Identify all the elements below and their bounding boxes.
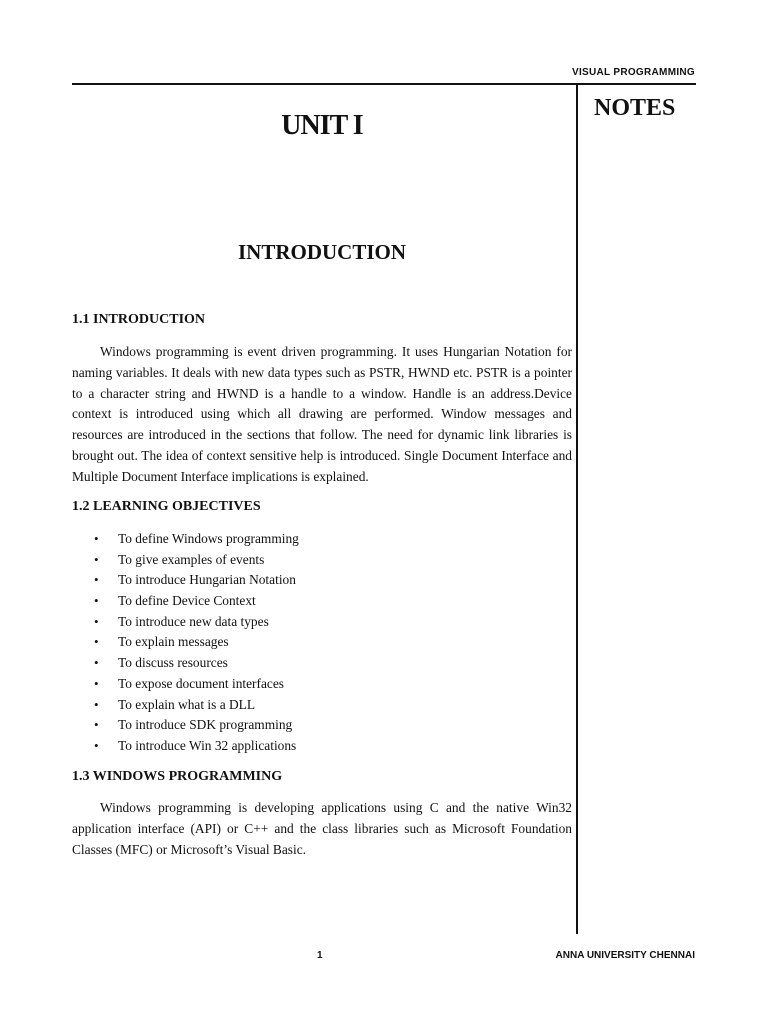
- unit-title: UNIT I: [281, 110, 363, 141]
- bullet-icon: •: [94, 551, 99, 567]
- bullet-icon: •: [94, 696, 99, 712]
- objective-text: To expose document interfaces: [118, 675, 285, 691]
- objective-text: To introduce Hungarian Notation: [118, 572, 296, 588]
- objective-text: To introduce SDK programming: [118, 717, 293, 733]
- objective-text: To introduce new data types: [118, 613, 269, 629]
- section-heading-1-2: 1.2 LEARNING OBJECTIVES: [72, 499, 261, 514]
- objective-text: To discuss resources: [118, 655, 228, 671]
- header-rule: [72, 83, 696, 85]
- objective-item: [72, 591, 299, 612]
- objective-item: [72, 653, 299, 674]
- section-heading-1-1: 1.1 INTRODUCTION: [72, 312, 206, 327]
- margin-divider: [576, 84, 578, 934]
- objective-item: [72, 632, 299, 653]
- objectives-list: [72, 529, 299, 757]
- running-header: VISUAL PROGRAMMING: [572, 67, 695, 78]
- objective-text: To explain messages: [118, 634, 229, 650]
- section-1-1-paragraph: Windows programming is event driven programming. It uses Hungarian Notation for naming variables. It deals with new data types such as PSTR, HWND etc. PSTR is a pointer to a character string and HWND is a handle to a window. Handle is an address.Device context is introduced using which all drawing are performed. Window messages and resources are introduced in the sections that follow. The need for dynamic link libraries is brought out. The idea of context sensitive help is introduced. Single Document Interface and Multiple Document Interface implications is explained.: [72, 344, 572, 484]
- objective-item: [72, 674, 299, 695]
- objective-item: [72, 550, 299, 571]
- bullet-icon: •: [94, 613, 99, 629]
- objective-item: [72, 736, 299, 757]
- notes-margin-title: NOTES: [594, 95, 676, 121]
- objective-text: To give examples of events: [118, 551, 265, 567]
- objective-item: [72, 529, 299, 550]
- bullet-icon: •: [94, 737, 99, 753]
- page-number: 1: [317, 950, 323, 961]
- section-1-3-paragraph: Windows programming is developing applications using C and the native Win32 application interface (API) or C++ and the class libraries such as Microsoft Foundation Classes (MFC) or Microsoft’s Visual Basic.: [72, 800, 572, 857]
- objective-text: To define Device Context: [118, 593, 256, 609]
- bullet-icon: •: [94, 531, 99, 546]
- objective-item: [72, 570, 299, 591]
- objective-text: To explain what is a DLL: [118, 696, 256, 712]
- section-heading-1-3: 1.3 WINDOWS PROGRAMMING: [72, 769, 283, 784]
- objective-item: [72, 715, 299, 736]
- objective-text: To define Windows programming: [118, 531, 299, 546]
- bullet-icon: •: [94, 634, 99, 650]
- bullet-icon: •: [94, 593, 99, 609]
- objective-text: To introduce Win 32 applications: [118, 737, 297, 753]
- objective-item: [72, 612, 299, 633]
- chapter-title: INTRODUCTION: [237, 240, 407, 264]
- bullet-icon: •: [94, 655, 99, 671]
- bullet-icon: •: [94, 675, 99, 691]
- objective-item: [72, 695, 299, 716]
- bullet-icon: •: [94, 572, 99, 588]
- footer-institution: ANNA UNIVERSITY CHENNAI: [555, 950, 695, 961]
- bullet-icon: •: [94, 717, 99, 733]
